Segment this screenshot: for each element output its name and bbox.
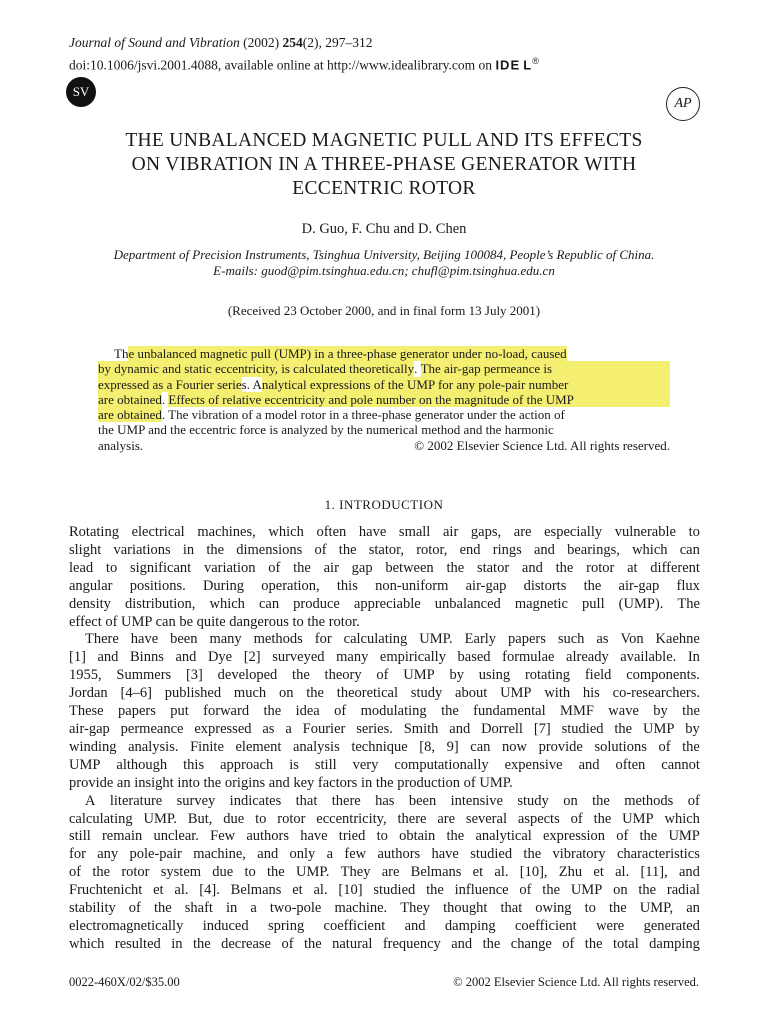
highlight: nalytical expressions of the UMP for any pole-pair number — [262, 377, 670, 392]
ap-logo-icon: AP — [666, 87, 700, 121]
title-line: THE UNBALANCED MAGNETIC PULL AND ITS EFFECTS — [125, 130, 643, 151]
body-text — [69, 524, 700, 954]
highlight: Effects of relative eccentricity and pole number on the magnitude of the UMP — [168, 392, 670, 407]
footer-code: 0022-460X/02/$35.00 — [69, 975, 180, 989]
body-line: Fruchtenicht et al. [4]. Belmans et al. [10] studied the influence of the UMP on the radial — [69, 882, 700, 899]
doi-line — [69, 52, 540, 74]
body-line: still remain unclear. Few authors have tried to obtain the analytical expression of the UMP — [69, 828, 700, 845]
body-line: of the rotor system due to the UMP. They are Belmans et al. [10], Zhu et al. [11], and — [69, 864, 700, 881]
body-line: stability of the shaft in a two-pole machine. They thought that owing to the UMP, an — [69, 900, 700, 917]
section-heading: 1. INTRODUCTION — [324, 497, 444, 512]
abstract-line: the UMP and the eccentric force is analyzed by the numerical method and the harmonic — [98, 422, 554, 438]
body-line: 1955, Summers [3] developed the theory of UMP by using rotating field components. — [69, 667, 700, 684]
abstract — [98, 346, 670, 453]
paper-title — [60, 129, 708, 201]
abstract-line: by dynamic and static eccentricity, is calculated theoretically . The air-gap permeance is — [98, 361, 670, 376]
authors: D. Guo, F. Chu and D. Chen — [301, 221, 467, 237]
body-line: lead to significant variation of the air gap between the stator and the rotor at different — [69, 559, 700, 576]
body-line: UMP although this approach is still very computationally expensive and often cannot — [69, 756, 700, 773]
body-line: effect of UMP can be quite dangerous to the rotor. — [69, 613, 360, 630]
footer-copyright: © 2002 Elsevier Science Ltd. All rights reserved. — [453, 975, 699, 989]
journal-year: (2002) — [239, 35, 283, 50]
body-line: winding analysis. Finite element analysis technique [8, 9] can now provide solutions of the — [69, 738, 700, 755]
affiliation — [0, 247, 768, 279]
affiliation-line: Department of Precision Instruments, Tsinghua University, Beijing 100084, People’s Republic of China. — [113, 247, 655, 262]
body-line: [1] and Binns and Dye [2] surveyed many empirically based formulae already available. In — [69, 649, 700, 666]
doi-text: doi:10.1006/jsvi.2001.4088, available online at http://www.idealibrary.com on — [69, 57, 496, 73]
citation-line — [69, 34, 540, 52]
journal-name: Journal of Sound and Vibration — [69, 35, 240, 50]
ideal-logo: IDE L® — [495, 56, 540, 73]
abstract-line: Th e unbalanced magnetic pull (UMP) in a three-phase generator under no-load, caused — [114, 346, 567, 361]
body-line: for any pole-pair machine, and only a few authors have studied the vibratory characteristics — [69, 846, 700, 863]
body-line: angular positions. During operation, this non-uniform air-gap distorts the air-gap flux — [69, 577, 700, 594]
highlight: are obtained — [98, 391, 162, 407]
body-line: Rotating electrical machines, which often have small air gaps, are especially vulnerable to — [69, 524, 700, 540]
body-line: air-gap permeance expressed as a Fourier series. Smith and Dorrell [7] studied the UMP by — [69, 720, 700, 737]
body-line: There have been many methods for calculating UMP. Early papers such as Von Kaehne — [85, 631, 700, 648]
journal-volume: 254 — [282, 35, 303, 50]
body-line: density distribution, which can produce appreciable unbalanced magnetic pull (UMP). The — [69, 595, 700, 612]
body-line: electromagnetically induced spring coefficient and damping coefficient were generated — [69, 917, 700, 934]
highlight: expressed as a Fourier serie — [98, 376, 242, 392]
email-line: E-mails: guod@pim.tsinghua.edu.cn; chufl@pim.tsinghua.edu.cn — [213, 263, 555, 278]
body-line: Jordan [4–6] published much on the theoretical study about UMP with his co-researchers. — [69, 685, 700, 702]
abstract-line: are obtained . The vibration of a model rotor in a three-phase generator under the action of — [98, 407, 565, 423]
abstract-last-line: analysis. © 2002 Elsevier Science Ltd. All rights reserved. — [98, 437, 670, 453]
highlight: are obtained — [98, 407, 162, 423]
copyright-notice: © 2002 Elsevier Science Ltd. All rights reserved. — [414, 437, 670, 453]
body-line: which resulted in the decrease of the natural frequency and the change of the total damping — [69, 935, 700, 952]
body-line: A literature survey indicates that there has been intensive study on the methods of — [85, 792, 700, 809]
sv-logo-icon: SV — [66, 77, 96, 107]
received-dates: (Received 23 October 2000, and in final form 13 July 2001) — [227, 303, 541, 318]
abstract-line: expressed as a Fourier serie s. A nalytical expressions of the UMP for any pole-pair number — [98, 377, 670, 392]
title-line: ON VIBRATION IN A THREE-PHASE GENERATOR WITH — [131, 154, 637, 175]
body-line: calculating UMP. But, due to rotor eccentricity, there are several aspects of the UMP which — [69, 810, 700, 827]
highlight: e unbalanced magnetic pull (UMP) in a three-phase generator under no-load, caused — [128, 346, 567, 361]
highlight: by dynamic and static eccentricity, is calculated theoretically — [98, 361, 415, 377]
journal-header — [69, 34, 540, 74]
title-line: ECCENTRIC ROTOR — [292, 178, 476, 199]
abstract-line: are obtained . Effects of relative eccentricity and pole number on the magnitude of the UMP — [98, 392, 670, 407]
body-line: These papers put forward the idea of modulating the fundamental MMF wave by the — [69, 703, 700, 720]
body-line: provide an insight into the origins and key factors in the production of UMP. — [69, 774, 513, 791]
highlight: The air-gap permeance is — [421, 361, 670, 376]
body-line: slight variations in the dimensions of the stator, rotor, end rings and bearings, which can — [69, 541, 700, 558]
journal-issue-pages: (2), 297–312 — [302, 35, 373, 50]
